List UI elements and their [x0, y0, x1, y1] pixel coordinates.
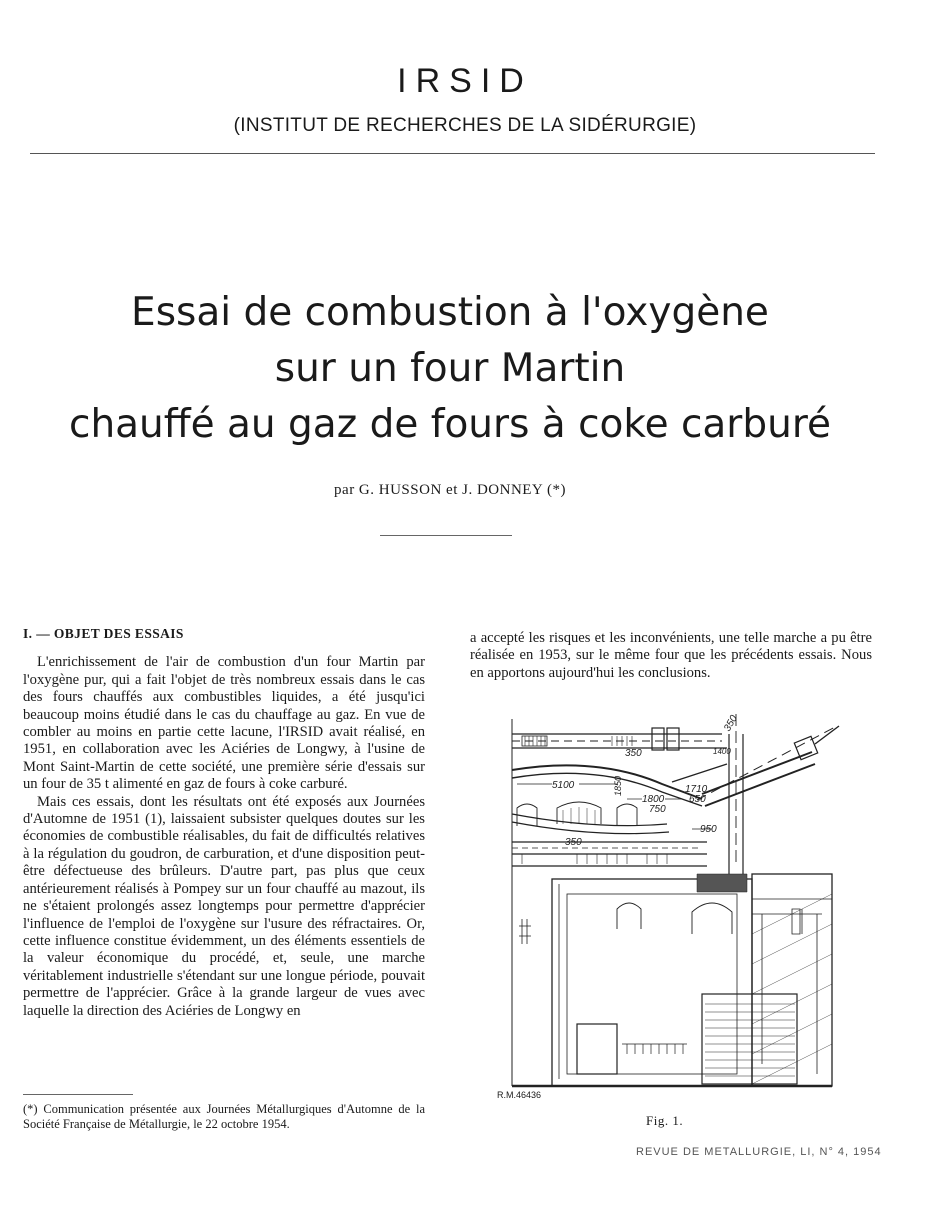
section-heading: I. — OBJET DES ESSAIS — [23, 626, 184, 641]
top-deck — [512, 728, 727, 750]
dim-750: 750 — [649, 804, 666, 815]
left-posts — [512, 919, 531, 999]
institute-full-name: (INSTITUT DE RECHERCHES DE LA SIDÉRURGIE) — [233, 115, 697, 136]
dim-350-lower: 350 — [565, 837, 582, 848]
title-line-2: sur un four Martin — [274, 346, 626, 391]
right-wall — [702, 874, 832, 1086]
paragraph-1: L'enrichissement de l'air de combustion d'un four Martin par l'oxygène pur, qui a fait l'objet de très nombreux essais dans le cas des fours chauffés aux combustibles liquides, a été jusqu'ici beaucoup moins étudié dans le cas du chauffage au gaz. En vue de combler au moins en partie cette lacune, l'IRSID avait réalisé, en 1951, en collaboration avec les Aciéries de Longwy, à l'usine de Mont Saint-Martin de cette société, une première série d'essais sur un four de 35 t alimenté en gaz de fours à coke carburé. — [23, 654, 425, 793]
dim-1800: 1800 — [642, 794, 665, 805]
title-line-3: chauffé au gaz de fours à coke carburé — [69, 402, 831, 447]
institute-name: IRSID — [397, 62, 533, 100]
uptake-shaft — [729, 714, 743, 884]
paragraph-2: Mais ces essais, dont les résultats ont été exposés aux Journées d'Automne de 1951 (1), laissaient subsister quelques doutes sur les économies de combustible réalisables, du fait de difficultés relatives à la régulation du goudron, de carburation, et d'une disposition peut-être défectueuse des brûleurs. D'autre part, pas plus que ceux antérieurement réalisés à Pompey sur un four chauffé au mazout, ils ne s'étaient prolongés assez longtemps pour permettre d'apprécier l'influence de l'emploi de l'oxygène sur l'usure des réfractaires. Or, cette influence constitue évidemment, un des éléments essentiels de la valeur économique du procédé, et, seule, une marche véritablement industrielle s'étendant sur une longue période, pouvait permettre de l'apprécier. Grâce à la grande largeur de vues avec laquelle la direction des Aciéries de Longwy en — [23, 793, 425, 1019]
title-divider — [380, 535, 512, 536]
left-column — [23, 625, 425, 1020]
dim-650: 650 — [689, 794, 706, 805]
dim-1400: 1400 — [713, 747, 731, 756]
dim-350-top: 350 — [625, 748, 642, 759]
footnote-rule — [23, 1094, 133, 1095]
title-line-1: Essai de combustion à l'oxygène — [131, 290, 769, 335]
footnote: (*) Communication présentée aux Journées Métallurgiques d'Automne de la Société Française de Métallurgie, le 22 octobre 1954. — [23, 1102, 425, 1131]
checker-chambers — [517, 802, 637, 826]
dim-1710: 1710 — [685, 784, 708, 795]
dim-5100: 5100 — [552, 780, 575, 791]
paragraph-continuation: a accepté les risques et les inconvénients, une telle marche a pu être réalisée en 1953, sur le même four que les précédents essais. Nous en apportons aujourd'hui les conclusions. — [470, 630, 872, 681]
article-title — [0, 285, 900, 453]
regenerator-block — [552, 874, 752, 1086]
middle-deck — [512, 842, 707, 866]
oxygen-lance — [697, 726, 839, 806]
figure-caption: Fig. 1. — [646, 1113, 684, 1128]
dim-350-diag: 350 — [722, 714, 740, 734]
dim-1850: 1850 — [613, 775, 623, 796]
furnace-diagram — [497, 714, 867, 1104]
figure-code: R.M.46436 — [497, 1090, 542, 1100]
running-footer: REVUE DE METALLURGIE, LI, N° 4, 1954 — [636, 1146, 882, 1158]
dim-950: 950 — [700, 824, 717, 835]
article-authors: par G. HUSSON et J. DONNEY (*) — [334, 482, 566, 498]
header-rule — [30, 153, 875, 154]
right-column — [470, 630, 872, 682]
